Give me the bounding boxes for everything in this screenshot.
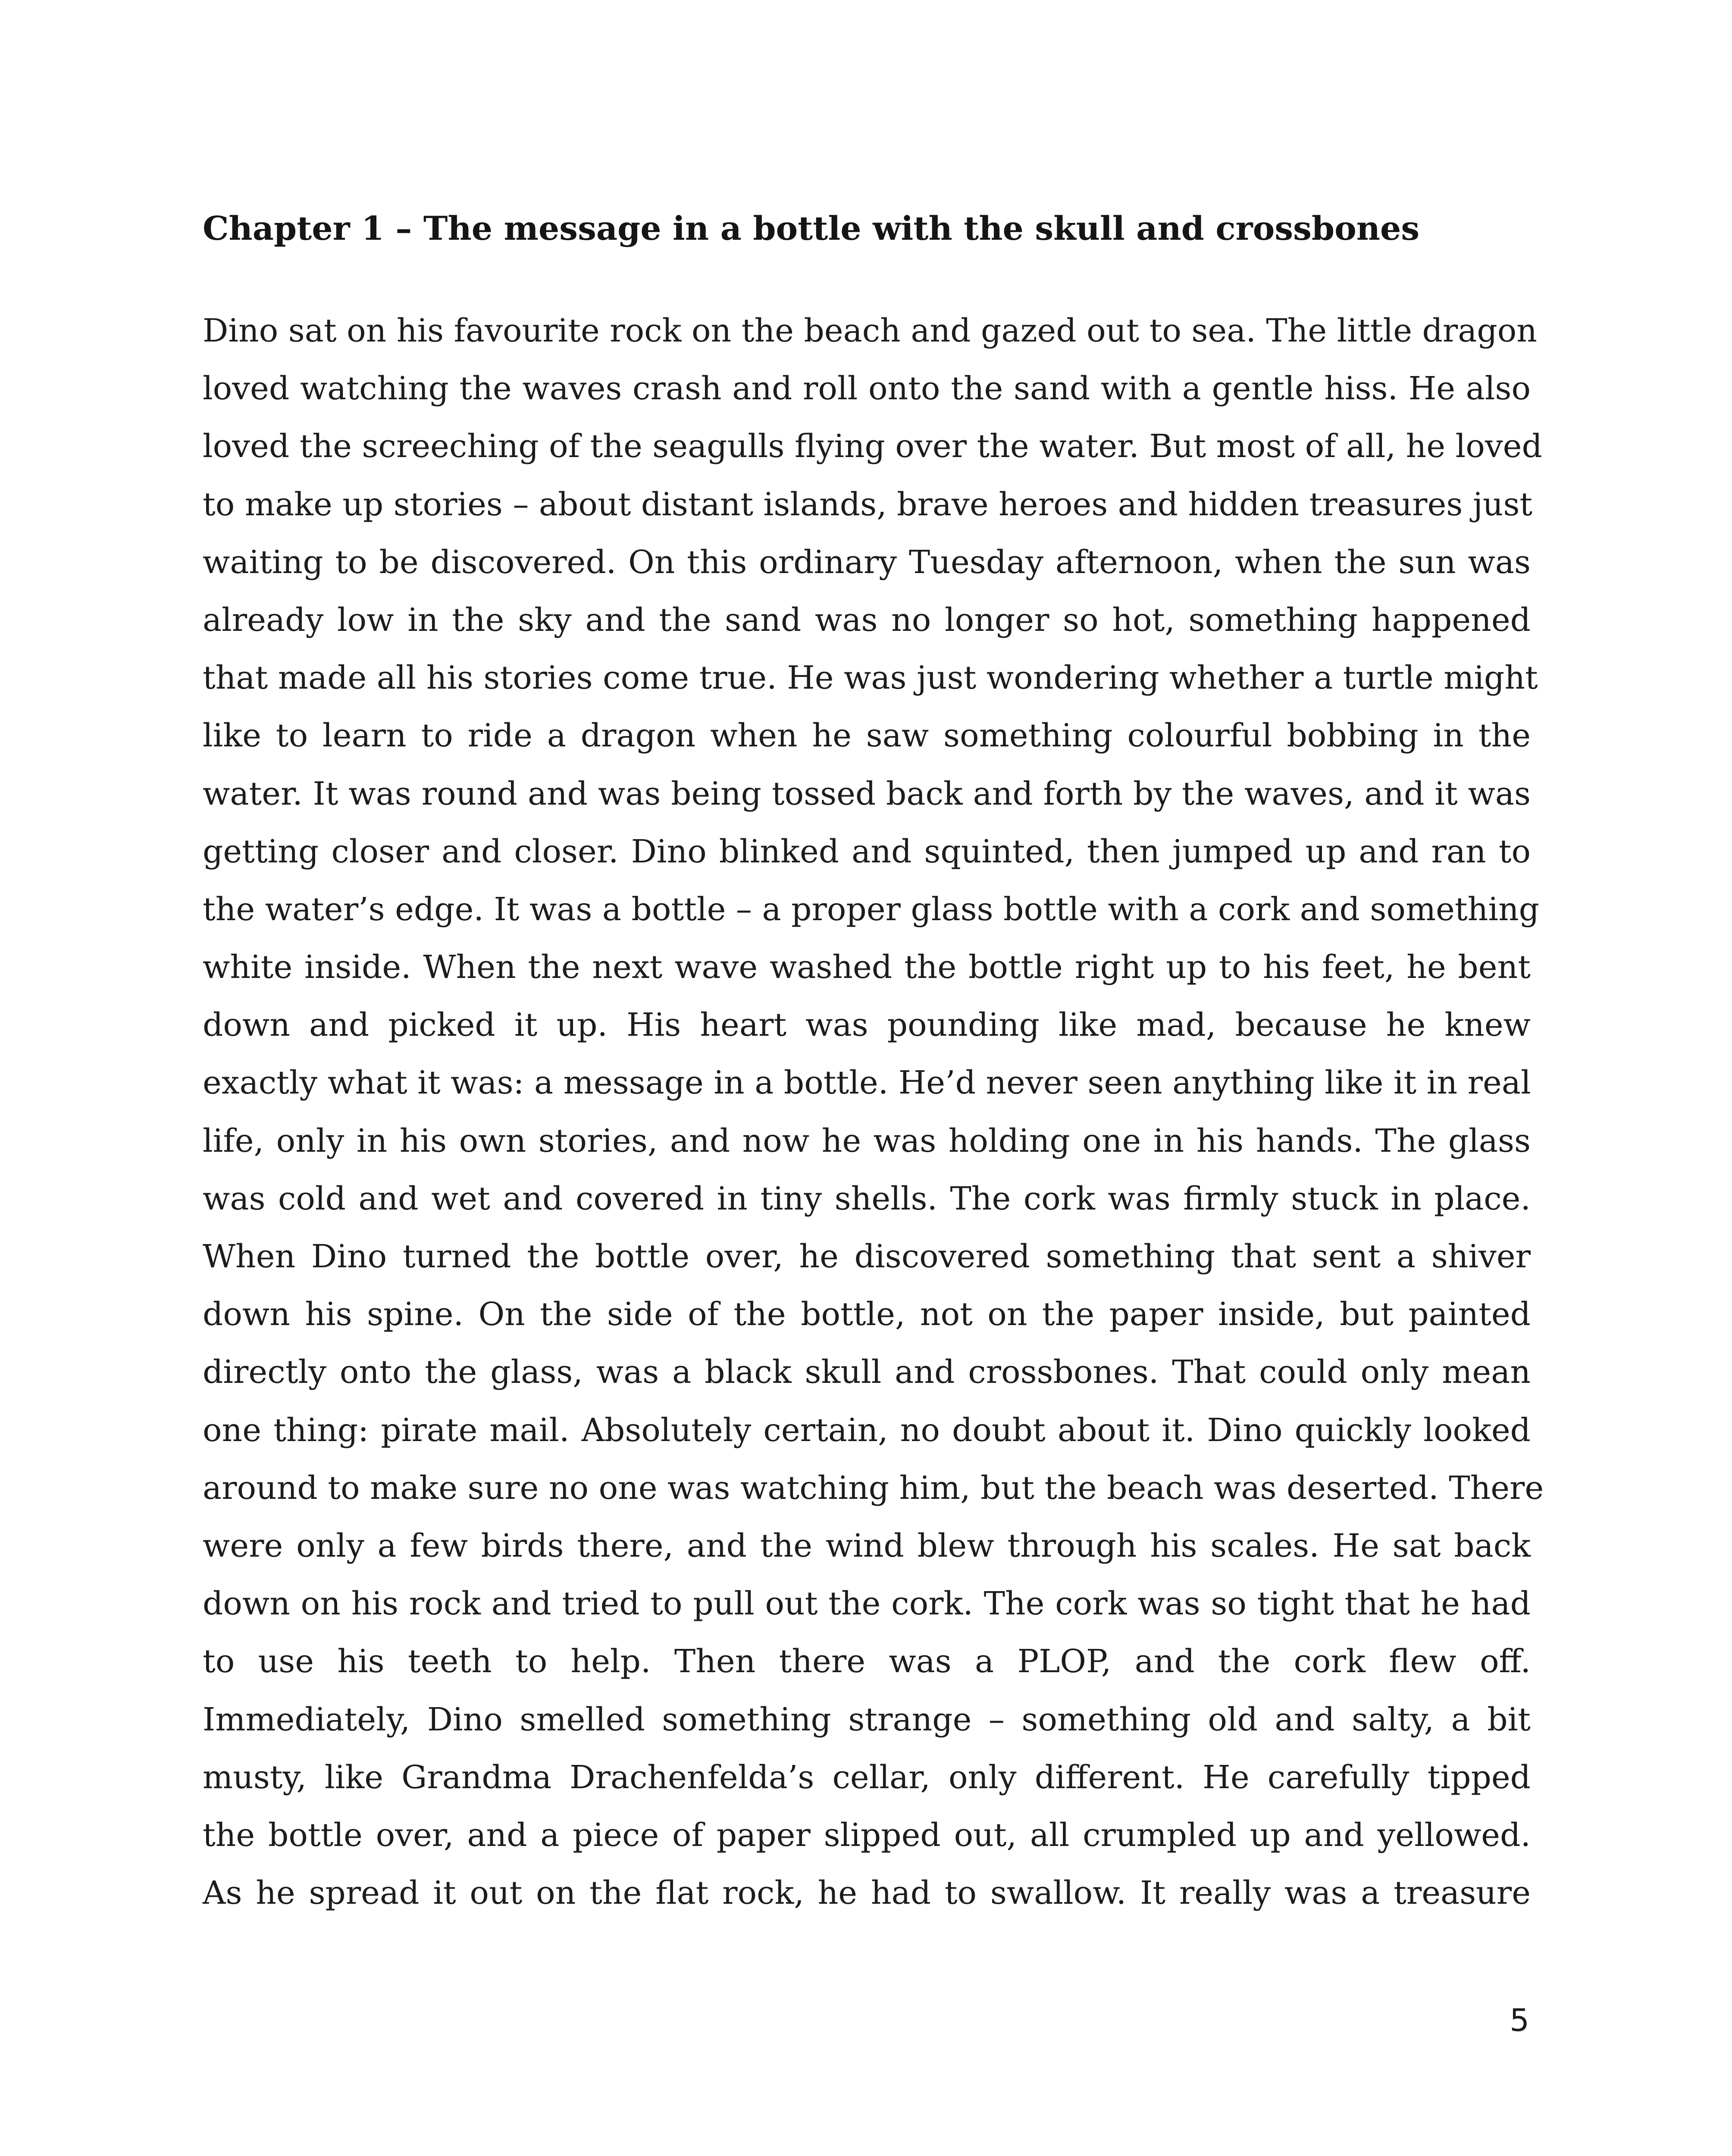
text-line: were only a few birds there, and the wind blew through his scales. He sat back xyxy=(203,1527,1531,1564)
text-line: getting closer and closer. Dino blinked and squinted, then jumped up and ran to xyxy=(203,833,1531,870)
page-number: 5 xyxy=(1510,2002,1529,2038)
chapter-title: Chapter 1 – The message in a bottle with the skull and crossbones xyxy=(203,209,1420,248)
text-line: like to learn to ride a dragon when he saw something colourful bobbing in the xyxy=(203,717,1531,755)
text-line: water. It was round and was being tossed back and forth by the waves, and it was xyxy=(203,775,1531,812)
text-line: already low in the sky and the sand was no longer so hot, something happened xyxy=(203,601,1531,639)
body-text xyxy=(203,302,1544,1922)
text-line: directly onto the glass, was a black skull and crossbones. That could only mean xyxy=(203,1354,1531,1391)
text-line: exactly what it was: a message in a bottle. He’d never seen anything like it in real xyxy=(203,1064,1531,1102)
text-line: white inside. When the next wave washed the bottle right up to his feet, he bent xyxy=(203,949,1531,986)
text-line: musty, like Grandma Drachenfelda’s cellar, only different. He carefully tipped xyxy=(203,1758,1531,1796)
text-line: down and picked it up. His heart was pounding like mad, because he knew xyxy=(203,1006,1531,1044)
text-line: to make up stories – about distant islands, brave heroes and hidden treasures just xyxy=(203,486,1533,523)
text-line: down his spine. On the side of the bottle, not on the paper inside, but painted xyxy=(203,1296,1531,1333)
text-line: around to make sure no one was watching him, but the beach was deserted. There xyxy=(203,1469,1544,1507)
text-line: was cold and wet and covered in tiny shells. The cork was firmly stuck in place. xyxy=(203,1180,1531,1217)
text-line: life, only in his own stories, and now he was holding one in his hands. The glass xyxy=(203,1122,1531,1159)
text-line: down on his rock and tried to pull out the cork. The cork was so tight that he had xyxy=(203,1585,1531,1623)
text-line: loved watching the waves crash and roll onto the sand with a gentle hiss. He also xyxy=(203,370,1531,407)
text-line: the bottle over, and a piece of paper slipped out, all crumpled up and yellowed. xyxy=(203,1816,1531,1854)
text-line: As he spread it out on the flat rock, he had to swallow. It really was a treasure xyxy=(203,1874,1531,1912)
text-line: that made all his stories come true. He was just wondering whether a turtle might xyxy=(203,659,1538,697)
text-line: loved the screeching of the seagulls flying over the water. But most of all, he loved xyxy=(203,428,1542,465)
text-line: one thing: pirate mail. Absolutely certain, no doubt about it. Dino quickly looked xyxy=(203,1411,1531,1449)
text-line: Immediately, Dino smelled something strange – something old and salty, a bit xyxy=(203,1701,1531,1738)
text-line: When Dino turned the bottle over, he discovered something that sent a shiver xyxy=(203,1238,1531,1275)
text-line: the water’s edge. It was a bottle – a proper glass bottle with a cork and something xyxy=(203,890,1540,928)
text-line: Dino sat on his favourite rock on the beach and gazed out to sea. The little dragon xyxy=(203,312,1537,349)
text-line: waiting to be discovered. On this ordinary Tuesday afternoon, when the sun was xyxy=(203,543,1531,581)
text-line: to use his teeth to help. Then there was a PLOP, and the cork flew off. xyxy=(203,1643,1531,1680)
